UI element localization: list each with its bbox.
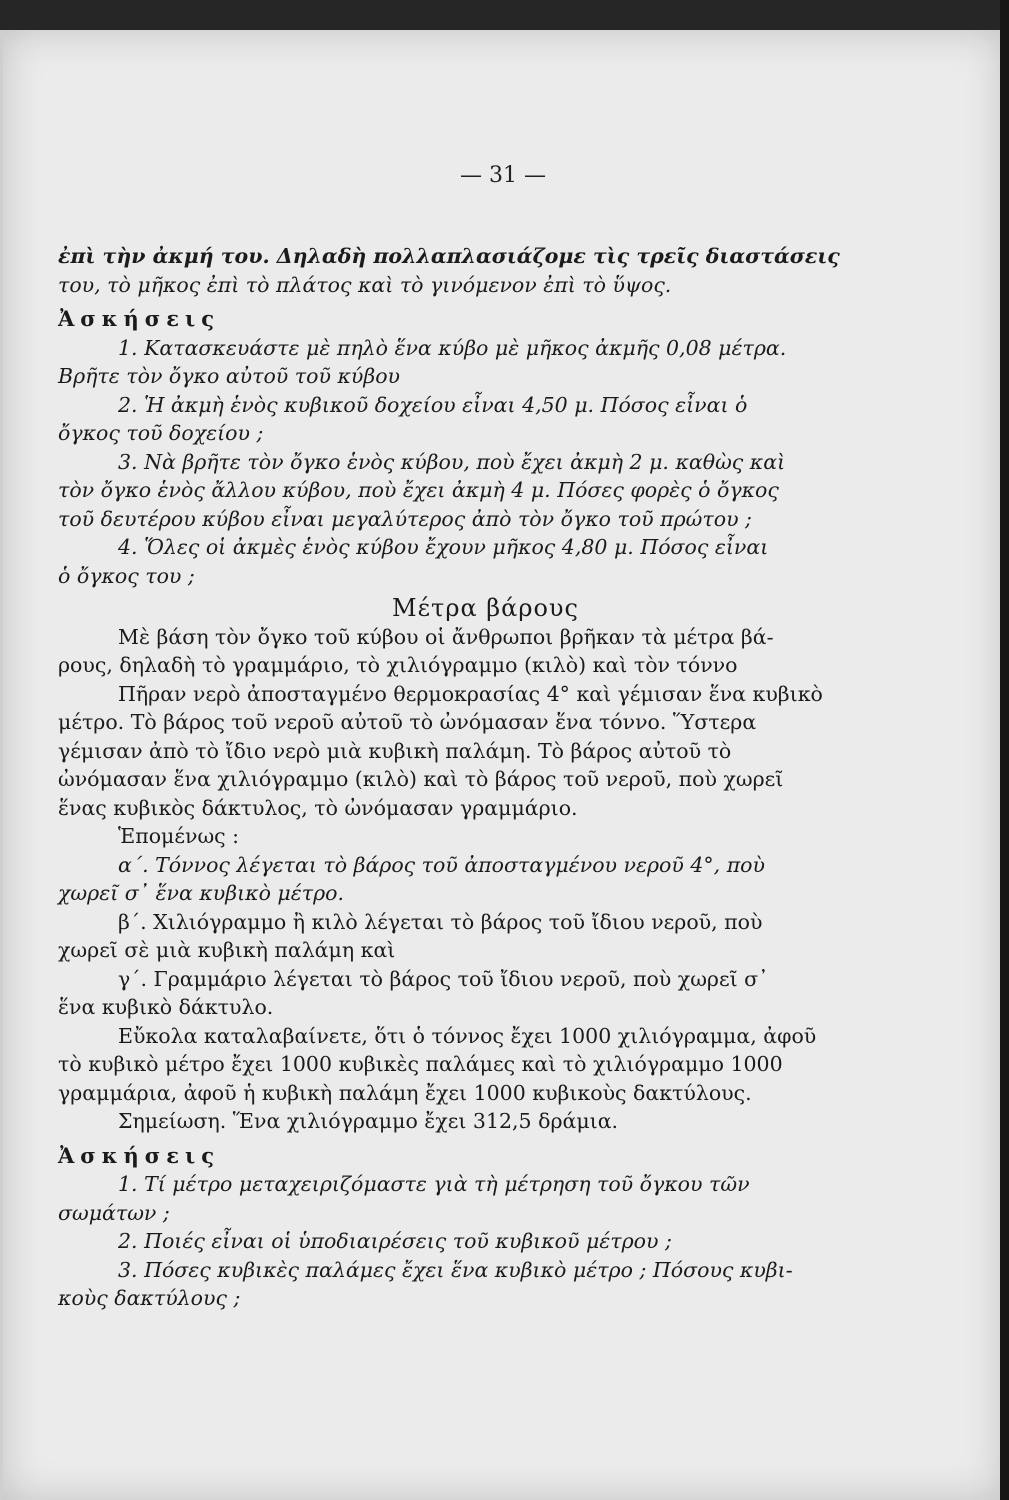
- text-line: β΄. Χιλιόγραμμο ἢ κιλὸ λέγεται τὸ βάρος τοῦ ἴδιου νεροῦ, ποὺ: [118, 909, 763, 934]
- text-line: ἕνα κυβικὸ δάκτυλο.: [58, 995, 274, 1019]
- section-heading: Ἀσκήσεις: [58, 306, 220, 331]
- text-line: 1. Κατασκευάστε μὲ πηλὸ ἕνα κύβο μὲ μῆκος ἀκμῆς 0,08 μέτρα.: [118, 335, 787, 360]
- text-line: τοῦ δευτέρου κύβου εἶναι μεγαλύτερος ἀπὸ τὸν ὄγκο τοῦ πρώτου ;: [58, 506, 752, 531]
- text-line: Ἑπομένως :: [118, 824, 240, 848]
- text-line: γ΄. Γραμμάριο λέγεται τὸ βάρος τοῦ ἴδιου νεροῦ, ποὺ χωρεῖ σ᾽: [118, 966, 769, 991]
- text-line: τὸ κυβικὸ μέτρο ἔχει 1000 κυβικὲς παλάμες καὶ τὸ χιλιόγραμμο 1000: [58, 1052, 783, 1076]
- text-line: 3. Νὰ βρῆτε τὸν ὄγκο ἑνὸς κύβου, ποὺ ἔχει ἀκμὴ 2 μ. καθὼς καὶ: [118, 449, 786, 474]
- text-line: 1. Τί μέτρο μεταχειριζόμαστε γιὰ τὴ μέτρηση τοῦ ὄγκου τῶν: [118, 1172, 750, 1196]
- section-title: Μέτρα βάρους: [392, 594, 579, 622]
- section-heading: Ἀσκήσεις: [58, 1142, 220, 1168]
- text-line: ὄγκος τοῦ δοχείου ;: [58, 421, 264, 445]
- text-line: γέμισαν ἀπὸ τὸ ἴδιο νερὸ μιὰ κυβικὴ παλάμη. Τὸ βάρος αὐτοῦ τὸ: [58, 738, 732, 763]
- scan-top-border: [0, 0, 1009, 30]
- text-line: Εὔκολα καταλαβαίνετε, ὅτι ὁ τόννος ἔχει 1000 χιλιόγραμμα, ἀφοῦ: [118, 1023, 817, 1048]
- text-line: ρους, δηλαδὴ τὸ γραμμάριο, τὸ χιλιόγραμμο (κιλὸ) καὶ τὸν τόννο: [58, 653, 738, 677]
- text-line: α΄. Τόννος λέγεται τὸ βάρος τοῦ ἀποσταγμένου νεροῦ 4°, ποὺ: [118, 852, 765, 877]
- text-line: του, τὸ μῆκος ἐπὶ τὸ πλάτος καὶ τὸ γινόμενον ἐπὶ τὸ ὕψος.: [58, 272, 672, 297]
- body-text: [58, 242, 913, 1313]
- text-line: χωρεῖ σὲ μιὰ κυβικὴ παλάμη καὶ: [58, 938, 396, 962]
- text-line: Πῆραν νερὸ ἀποσταγμένο θερμοκρασίας 4° καὶ γέμισαν ἕνα κυβικὸ: [118, 681, 823, 706]
- text-line: Μὲ βάση τὸν ὄγκο τοῦ κύβου οἱ ἄνθρωποι βρῆκαν τὰ μέτρα βά-: [118, 624, 774, 649]
- text-line: σωμάτων ;: [58, 1200, 170, 1225]
- text-line: Σημείωση. Ἕνα χιλιόγραμμο ἔχει 312,5 δράμια.: [118, 1109, 619, 1133]
- text-line: Βρῆτε τὸν ὄγκο αὐτοῦ τοῦ κύβου: [58, 364, 401, 388]
- scan-right-border: [1000, 0, 1009, 1500]
- text-line: χωρεῖ σ᾽ ἕνα κυβικὸ μέτρο.: [58, 881, 344, 905]
- text-line: ὠνόμασαν ἕνα χιλιόγραμμο (κιλὸ) καὶ τὸ βάρος τοῦ νεροῦ, ποὺ χωρεῖ: [58, 767, 784, 791]
- text-line: 3. Πόσες κυβικὲς παλάμες ἔχει ἕνα κυβικὸ μέτρο ; Πόσους κυβι-: [118, 1257, 793, 1282]
- text-line: ἐπὶ τὴν ἀκμή του. Δηλαδὴ πολλαπλασιάζομε τὶς τρεῖς διαστάσεις: [58, 244, 840, 268]
- text-line: κοὺς δακτύλους ;: [58, 1286, 241, 1310]
- text-line: ἕνας κυβικὸς δάκτυλος, τὸ ὠνόμασαν γραμμάριο.: [58, 795, 578, 820]
- book-page: [0, 30, 1003, 1500]
- text-line: 2. Ποιές εἶναι οἱ ὑποδιαιρέσεις τοῦ κυβικοῦ μέτρου ;: [118, 1229, 672, 1253]
- text-line: ὁ ὄγκος του ;: [58, 563, 195, 588]
- text-line: 2. Ἡ ἀκμὴ ἑνὸς κυβικοῦ δοχείου εἶναι 4,50 μ. Πόσος εἶναι ὁ: [118, 392, 748, 417]
- text-line: μέτρο. Τὸ βάρος τοῦ νεροῦ αὐτοῦ τὸ ὠνόμασαν ἕνα τόννο. Ὕστερα: [58, 710, 757, 734]
- page-number: — 31 —: [460, 163, 546, 188]
- text-line: τὸν ὄγκο ἑνὸς ἄλλου κύβου, ποὺ ἔχει ἀκμὴ 4 μ. Πόσες φορὲς ὁ ὄγκος: [58, 478, 779, 502]
- text-line: 4. Ὅλες οἱ ἀκμὲς ἑνὸς κύβου ἔχουν μῆκος 4,80 μ. Πόσος εἶναι: [118, 535, 769, 559]
- text-line: γραμμάρια, ἀφοῦ ἡ κυβικὴ παλάμη ἔχει 1000 κυβικοὺς δακτύλους.: [58, 1080, 752, 1105]
